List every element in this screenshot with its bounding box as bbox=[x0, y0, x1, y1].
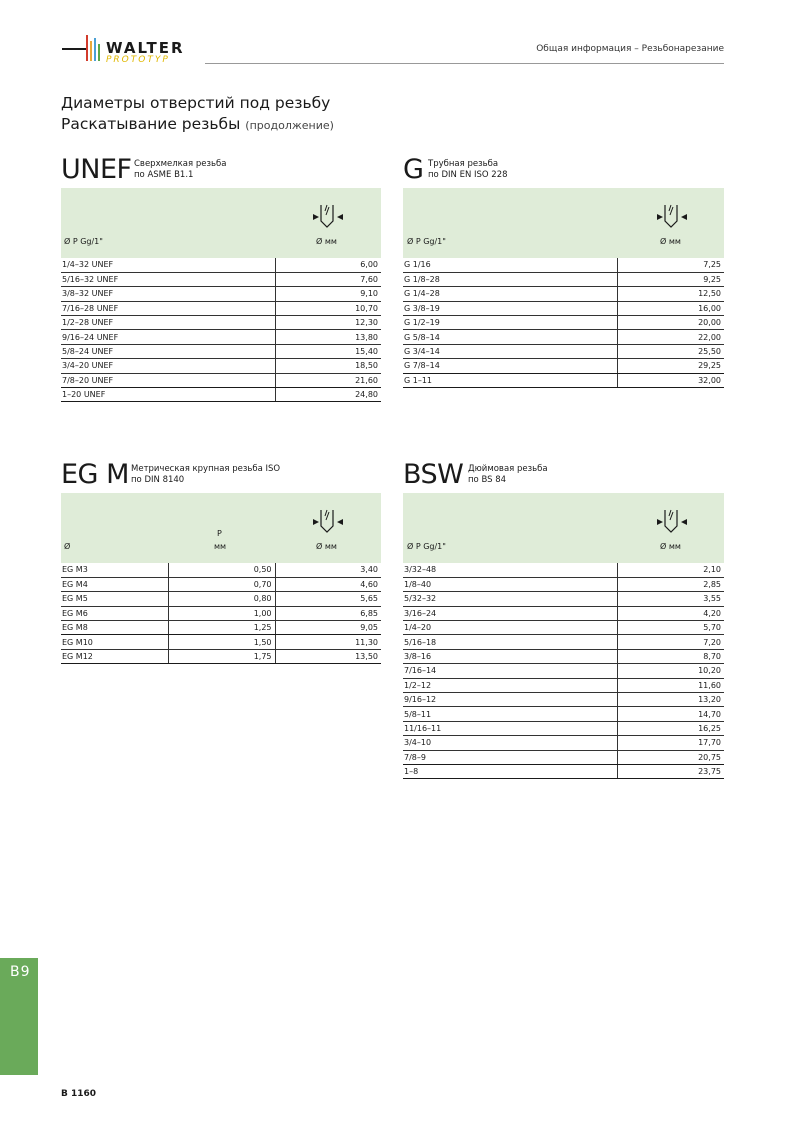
cell-diameter: 2,85 bbox=[617, 577, 724, 591]
cell-diameter: 10,70 bbox=[275, 301, 381, 315]
cell-thread: G 1/8–28 bbox=[403, 272, 617, 286]
cell-diameter: 29,25 bbox=[617, 359, 724, 373]
cell-pitch: 1,50 bbox=[168, 635, 275, 649]
column-header-diameter: Ø мм bbox=[316, 237, 337, 246]
section-desc-line1: Трубная резьба bbox=[428, 159, 499, 169]
section-desc-line1: Сверхмелкая резьба bbox=[134, 159, 227, 169]
page-title bbox=[61, 93, 334, 136]
column-header-diameter: Ø мм bbox=[316, 542, 337, 551]
cell-diameter: 12,30 bbox=[275, 316, 381, 330]
cell-pitch: 1,75 bbox=[168, 649, 275, 663]
table-row bbox=[403, 649, 724, 663]
column-header-pitch: P bbox=[217, 529, 222, 538]
section-unef bbox=[61, 155, 381, 402]
cell-diameter: 7,20 bbox=[617, 635, 724, 649]
cell-thread: 5/8–11 bbox=[403, 707, 617, 721]
column-header-thread: Ø bbox=[64, 542, 71, 551]
cell-thread: 3/8–16 bbox=[403, 649, 617, 663]
section-code: UNEF bbox=[61, 154, 132, 185]
cell-thread: 7/16–28 UNEF bbox=[61, 301, 275, 315]
cell-thread: 7/16–14 bbox=[403, 664, 617, 678]
g-table bbox=[403, 258, 724, 388]
section-code: BSW bbox=[403, 459, 464, 490]
table-row bbox=[61, 606, 381, 620]
cell-diameter: 14,70 bbox=[617, 707, 724, 721]
cell-diameter: 3,40 bbox=[275, 563, 381, 577]
table-row bbox=[403, 577, 724, 591]
cell-diameter: 23,75 bbox=[617, 764, 724, 778]
table-row bbox=[403, 301, 724, 315]
cell-thread: 7/8–9 bbox=[403, 750, 617, 764]
cell-thread: EG M5 bbox=[61, 592, 168, 606]
table-header bbox=[403, 493, 724, 563]
cell-thread: 1/2–28 UNEF bbox=[61, 316, 275, 330]
cell-diameter: 12,50 bbox=[617, 287, 724, 301]
table-row bbox=[403, 359, 724, 373]
cell-thread: EG M10 bbox=[61, 635, 168, 649]
table-row bbox=[403, 272, 724, 286]
unef-table bbox=[61, 258, 381, 402]
table-row bbox=[61, 592, 381, 606]
table-row bbox=[61, 316, 381, 330]
table-row bbox=[403, 764, 724, 778]
cell-thread: 3/32–48 bbox=[403, 563, 617, 577]
table-row bbox=[403, 563, 724, 577]
cell-diameter: 17,70 bbox=[617, 736, 724, 750]
table-row bbox=[403, 287, 724, 301]
cell-diameter: 16,00 bbox=[617, 301, 724, 315]
page-title-suffix: (продолжение) bbox=[245, 119, 334, 132]
cell-diameter: 7,25 bbox=[617, 258, 724, 272]
cell-thread: EG M4 bbox=[61, 577, 168, 591]
cell-diameter: 9,05 bbox=[275, 621, 381, 635]
table-header bbox=[403, 188, 724, 258]
logo-bars-icon bbox=[86, 35, 104, 61]
section-egm bbox=[61, 460, 381, 664]
section-desc-line1: Метрическая крупная резьба ISO bbox=[131, 464, 281, 474]
cell-diameter: 8,70 bbox=[617, 649, 724, 663]
table-row bbox=[61, 344, 381, 358]
table-row bbox=[403, 373, 724, 387]
table-row bbox=[403, 621, 724, 635]
walter-logo bbox=[62, 35, 202, 67]
section-code: G bbox=[403, 154, 424, 185]
egm-table bbox=[61, 563, 381, 664]
cell-thread: 5/16–32 UNEF bbox=[61, 272, 275, 286]
cell-diameter: 4,20 bbox=[617, 606, 724, 620]
section-description bbox=[428, 159, 508, 181]
section-description bbox=[468, 464, 548, 486]
section-desc-line2: по ASME B1.1 bbox=[134, 170, 194, 180]
cell-pitch: 1,00 bbox=[168, 606, 275, 620]
cell-thread: 9/16–12 bbox=[403, 693, 617, 707]
table-row bbox=[61, 635, 381, 649]
table-row bbox=[61, 359, 381, 373]
cell-diameter: 13,20 bbox=[617, 693, 724, 707]
cell-thread: EG M3 bbox=[61, 563, 168, 577]
cell-thread: G 1/4–28 bbox=[403, 287, 617, 301]
chapter-tab bbox=[0, 958, 38, 1075]
cell-thread: G 1/16 bbox=[403, 258, 617, 272]
table-row bbox=[403, 664, 724, 678]
cell-thread: G 1/2–19 bbox=[403, 316, 617, 330]
cell-diameter: 15,40 bbox=[275, 344, 381, 358]
cell-diameter: 13,80 bbox=[275, 330, 381, 344]
column-header-thread: Ø P Gg/1" bbox=[64, 237, 103, 246]
table-row bbox=[403, 330, 724, 344]
cell-pitch: 0,50 bbox=[168, 563, 275, 577]
section-code: EG M bbox=[61, 459, 129, 490]
cell-thread: G 1–11 bbox=[403, 373, 617, 387]
cell-diameter: 5,70 bbox=[617, 621, 724, 635]
table-row bbox=[61, 287, 381, 301]
drill-diameter-icon bbox=[311, 203, 345, 229]
section-desc-line2: по DIN EN ISO 228 bbox=[428, 170, 508, 180]
cell-diameter: 25,50 bbox=[617, 344, 724, 358]
table-header bbox=[61, 493, 381, 563]
table-row bbox=[61, 258, 381, 272]
bsw-table bbox=[403, 563, 724, 779]
cell-pitch: 1,25 bbox=[168, 621, 275, 635]
cell-diameter: 9,25 bbox=[617, 272, 724, 286]
section-desc-line1: Дюймовая резьба bbox=[468, 464, 548, 474]
cell-diameter: 6,85 bbox=[275, 606, 381, 620]
cell-thread: 3/16–24 bbox=[403, 606, 617, 620]
cell-thread: 1/4–32 UNEF bbox=[61, 258, 275, 272]
cell-pitch: 0,70 bbox=[168, 577, 275, 591]
cell-thread: 11/16–11 bbox=[403, 721, 617, 735]
cell-thread: G 3/8–19 bbox=[403, 301, 617, 315]
cell-thread: 7/8–20 UNEF bbox=[61, 373, 275, 387]
table-row bbox=[403, 736, 724, 750]
cell-diameter: 11,60 bbox=[617, 678, 724, 692]
page-title-line1: Диаметры отверстий под резьбу bbox=[61, 94, 331, 112]
table-row bbox=[61, 577, 381, 591]
cell-thread: 1–8 bbox=[403, 764, 617, 778]
table-row bbox=[61, 649, 381, 663]
cell-thread: 1–20 UNEF bbox=[61, 388, 275, 402]
table-row bbox=[61, 563, 381, 577]
cell-thread: G 7/8–14 bbox=[403, 359, 617, 373]
cell-diameter: 16,25 bbox=[617, 721, 724, 735]
table-row bbox=[61, 388, 381, 402]
cell-thread: 3/4–10 bbox=[403, 736, 617, 750]
cell-diameter: 11,30 bbox=[275, 635, 381, 649]
section-description bbox=[134, 159, 226, 181]
cell-thread: 5/8–24 UNEF bbox=[61, 344, 275, 358]
table-row bbox=[403, 635, 724, 649]
cell-thread: 5/32–32 bbox=[403, 592, 617, 606]
table-row bbox=[403, 606, 724, 620]
cell-diameter: 22,00 bbox=[617, 330, 724, 344]
table-row bbox=[61, 272, 381, 286]
cell-diameter: 24,80 bbox=[275, 388, 381, 402]
cell-thread: 3/4–20 UNEF bbox=[61, 359, 275, 373]
section-bsw bbox=[403, 460, 724, 779]
logo-line bbox=[62, 48, 86, 50]
table-header bbox=[61, 188, 381, 258]
table-row bbox=[61, 621, 381, 635]
table-row bbox=[403, 750, 724, 764]
cell-diameter: 9,10 bbox=[275, 287, 381, 301]
cell-thread: EG M6 bbox=[61, 606, 168, 620]
column-header-thread: Ø P Gg/1" bbox=[407, 542, 446, 551]
cell-diameter: 5,65 bbox=[275, 592, 381, 606]
page-title-line2: Раскатывание резьбы bbox=[61, 115, 241, 133]
table-row bbox=[403, 344, 724, 358]
cell-thread: 5/16–18 bbox=[403, 635, 617, 649]
cell-thread: 1/2–12 bbox=[403, 678, 617, 692]
header-divider bbox=[205, 63, 724, 64]
cell-thread: 9/16–24 UNEF bbox=[61, 330, 275, 344]
cell-thread: G 3/4–14 bbox=[403, 344, 617, 358]
table-row bbox=[403, 316, 724, 330]
cell-diameter: 4,60 bbox=[275, 577, 381, 591]
column-header-thread: Ø P Gg/1" bbox=[407, 237, 446, 246]
table-row bbox=[403, 707, 724, 721]
cell-thread: 1/4–20 bbox=[403, 621, 617, 635]
cell-diameter: 32,00 bbox=[617, 373, 724, 387]
drill-diameter-icon bbox=[655, 508, 689, 534]
section-desc-line2: по BS 84 bbox=[468, 475, 507, 485]
cell-diameter: 20,75 bbox=[617, 750, 724, 764]
cell-diameter: 7,60 bbox=[275, 272, 381, 286]
column-header-diameter: Ø мм bbox=[660, 237, 681, 246]
section-description bbox=[131, 464, 280, 486]
chapter-tab-label: B9 bbox=[10, 964, 31, 980]
table-row bbox=[403, 678, 724, 692]
cell-diameter: 21,60 bbox=[275, 373, 381, 387]
cell-thread: EG M12 bbox=[61, 649, 168, 663]
table-row bbox=[61, 330, 381, 344]
page-number: B 1160 bbox=[61, 1089, 97, 1099]
drill-diameter-icon bbox=[311, 508, 345, 534]
cell-diameter: 18,50 bbox=[275, 359, 381, 373]
table-row bbox=[61, 301, 381, 315]
table-row bbox=[403, 592, 724, 606]
cell-diameter: 10,20 bbox=[617, 664, 724, 678]
cell-diameter: 13,50 bbox=[275, 649, 381, 663]
header-title: Общая информация – Резьбонарезание bbox=[536, 44, 724, 54]
cell-thread: G 5/8–14 bbox=[403, 330, 617, 344]
section-g bbox=[403, 155, 724, 388]
cell-thread: 1/8–40 bbox=[403, 577, 617, 591]
table-row bbox=[403, 693, 724, 707]
cell-diameter: 20,00 bbox=[617, 316, 724, 330]
cell-pitch: 0,80 bbox=[168, 592, 275, 606]
column-header-pitch-unit: мм bbox=[214, 542, 227, 551]
cell-diameter: 3,55 bbox=[617, 592, 724, 606]
column-header-diameter: Ø мм bbox=[660, 542, 681, 551]
section-desc-line2: по DIN 8140 bbox=[131, 475, 185, 485]
table-row bbox=[61, 373, 381, 387]
drill-diameter-icon bbox=[655, 203, 689, 229]
cell-diameter: 6,00 bbox=[275, 258, 381, 272]
logo-brand: WALTER bbox=[106, 39, 185, 57]
cell-thread: 3/8–32 UNEF bbox=[61, 287, 275, 301]
cell-thread: EG M8 bbox=[61, 621, 168, 635]
cell-diameter: 2,10 bbox=[617, 563, 724, 577]
logo-subbrand: PROTOTYP bbox=[106, 55, 170, 65]
table-row bbox=[403, 721, 724, 735]
table-row bbox=[403, 258, 724, 272]
